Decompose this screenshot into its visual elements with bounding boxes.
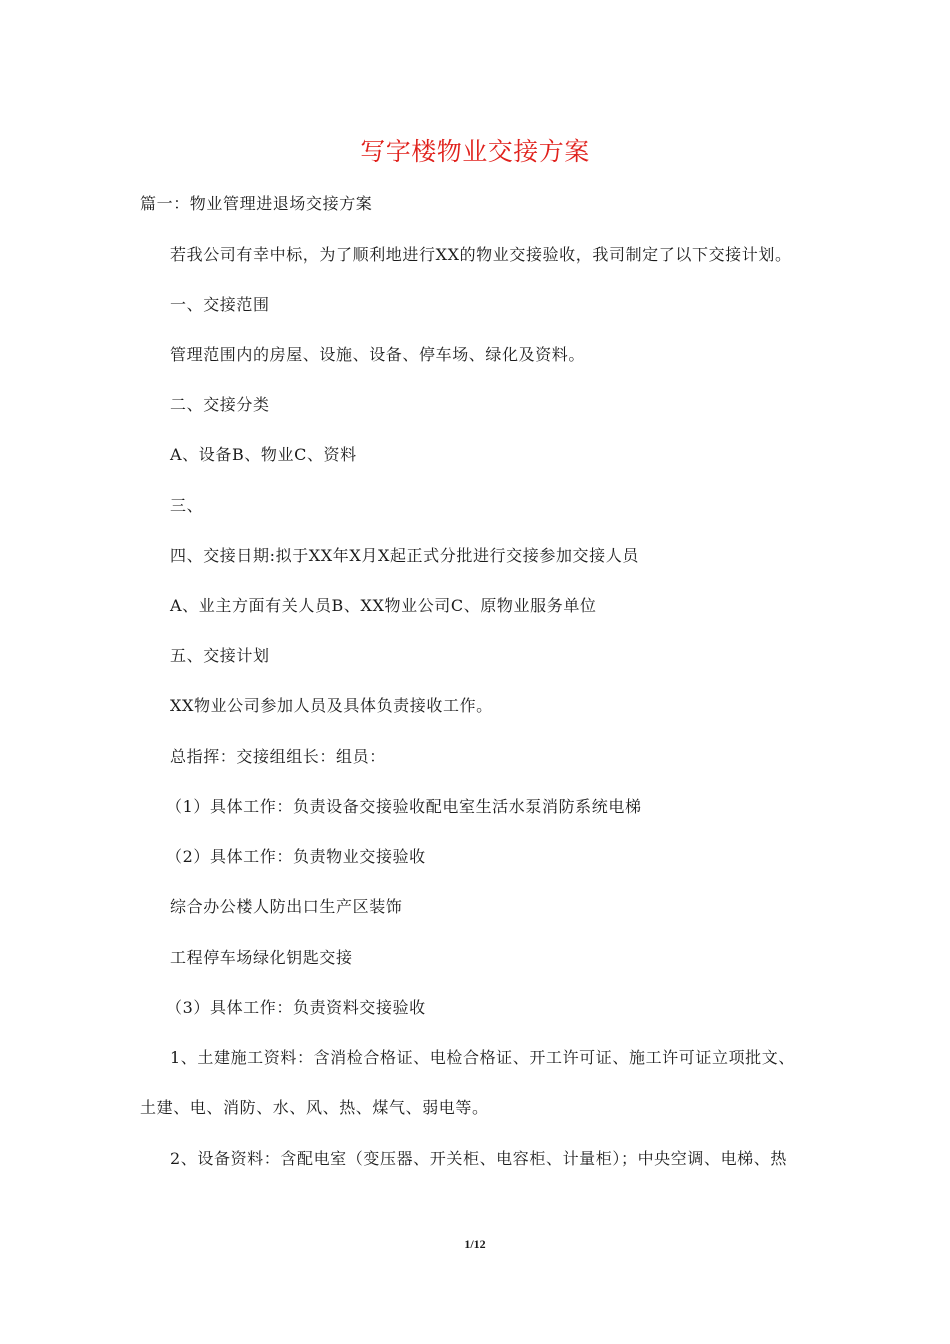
paragraph: 工程停车场绿化钥匙交接 <box>170 948 353 967</box>
paragraph: XX物业公司参加人员及具体负责接收工作。 <box>170 696 493 715</box>
section-heading: 篇一：物业管理进退场交接方案 <box>140 194 373 213</box>
document-title: 写字楼物业交接方案 <box>360 137 590 166</box>
paragraph: 三、 <box>170 496 204 515</box>
paragraph: A、业主方面有关人员B、XX物业公司C、原物业服务单位 <box>170 596 597 615</box>
paragraph: （3）具体工作：负责资料交接验收 <box>166 998 426 1017</box>
paragraph: 土建、电、消防、水、风、热、煤气、弱电等。 <box>140 1098 489 1117</box>
paragraph: 2、设备资料：含配电室（变压器、开关柜、电容柜、计量柜）；中央空调、电梯、热 <box>170 1149 787 1168</box>
paragraph: 五、交接计划 <box>170 646 270 665</box>
paragraph: （2）具体工作：负责物业交接验收 <box>166 847 426 866</box>
page-number: 1/12 <box>464 1237 486 1251</box>
paragraph: A、设备B、物业C、资料 <box>170 445 357 464</box>
paragraph: 总指挥：交接组组长：组员： <box>170 747 386 766</box>
paragraph: 管理范围内的房屋、设施、设备、停车场、绿化及资料。 <box>170 345 586 364</box>
paragraph: 1、土建施工资料：含消检合格证、电检合格证、开工许可证、施工许可证立项批文、 <box>170 1048 795 1067</box>
paragraph: 二、交接分类 <box>170 395 270 414</box>
paragraph: 一、交接范围 <box>170 295 270 314</box>
paragraph: 若我公司有幸中标，为了顺利地进行XX的物业交接验收，我司制定了以下交接计划。 <box>170 245 792 264</box>
paragraph: （1）具体工作：负责设备交接验收配电室生活水泵消防系统电梯 <box>166 797 642 816</box>
paragraph: 综合办公楼人防出口生产区装饰 <box>170 897 403 916</box>
paragraph: 四、交接日期:拟于XX年X月X起正式分批进行交接参加交接人员 <box>170 546 639 565</box>
